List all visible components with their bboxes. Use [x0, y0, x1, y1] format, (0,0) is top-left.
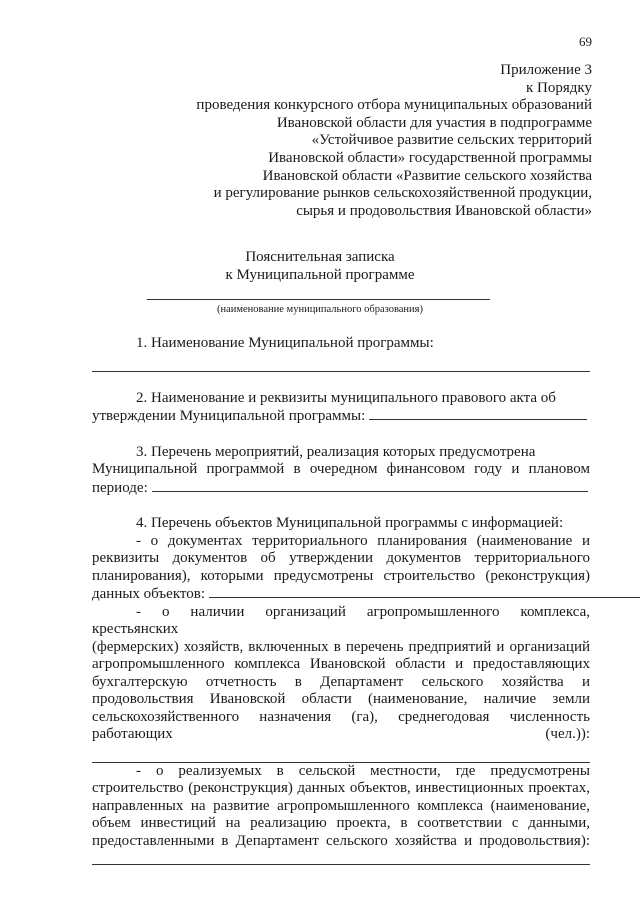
section-3-line: Муниципальной программой в очередном финансовом году и плановом	[92, 461, 590, 477]
section-1-fill-line	[92, 353, 590, 372]
section-4a-line: реквизиты документов об утверждении документов территориального	[92, 550, 590, 566]
section-4a-line: планирования), которыми предусмотрены строительство (реконструкция)	[92, 567, 590, 584]
title-line: к Муниципальной программе	[225, 267, 415, 283]
section-4b-line: - о наличии организаций агропромышленного комплекса, крестьянских	[92, 603, 590, 637]
section-4b-line	[92, 726, 590, 744]
spacer	[92, 372, 590, 390]
section-1-heading: 1. Наименование Муниципальной программы:	[136, 335, 434, 351]
page-number: 69	[579, 34, 592, 49]
section-4b-line: агропромышленного комплекса Ивановской области и предоставляющих	[92, 656, 590, 672]
appendix-line: и регулирование рынков сельскохозяйственной продукции,	[213, 185, 592, 202]
title-line: Пояснительная записка	[245, 249, 395, 265]
section-4c-line: предоставленными в Департамент сельского хозяйства и продовольствия):	[92, 832, 590, 849]
section-2-line: 2. Наименование и реквизиты муниципального правового акта об	[136, 389, 556, 406]
section-4a-line: данных объектов:	[92, 585, 590, 604]
section-4b-fill-line	[92, 744, 590, 763]
section-2-line: утверждении Муниципальной программы:	[92, 407, 590, 426]
appendix-header	[72, 62, 592, 220]
section-3-line: 3. Перечень мероприятий, реализация которых предусмотрена	[136, 443, 536, 460]
section-4b-line: бухгалтерскую отчетность в Департамент сельского хозяйства и	[92, 673, 590, 690]
section-4a-fill-line	[209, 585, 640, 598]
section-4b-line: продовольствия Ивановской области (наименование, наличие земли	[92, 691, 590, 707]
appendix-line: Ивановской области» государственной программы	[268, 149, 592, 166]
section-4c-line: направленных на развитие агропромышленного комплекса (наименование,	[92, 797, 590, 814]
section-4b-line: сельскохозяйственного назначения (га), среднегодовая численность	[92, 708, 590, 725]
appendix-line: Приложение 3	[500, 62, 592, 78]
section-4c-line: строительство (реконструкция) данных объектов, инвестиционных проектах,	[92, 780, 590, 796]
section-3-fill-line	[152, 479, 588, 492]
document-body	[92, 335, 590, 865]
spacer	[92, 497, 590, 515]
section-4b-left-text: работающих	[92, 726, 173, 742]
appendix-line: «Устойчивое развитие сельских территорий	[311, 132, 592, 149]
spacer	[92, 426, 590, 444]
section-4c-line: - о реализуемых в сельской местности, где предусмотрены	[136, 762, 590, 779]
section-2-fill-line	[369, 407, 587, 420]
section-4c-line: объем инвестиций на реализацию проекта, в соответствии с данными,	[92, 815, 590, 831]
section-4b-line: (фермерских) хозяйств, включенных в перечень предприятий и организаций	[92, 638, 590, 655]
document-title	[0, 248, 640, 284]
appendix-line: сырья и продовольствия Ивановской области»	[296, 202, 592, 219]
section-4b-right-text: (чел.)):	[545, 726, 590, 742]
section-4a-line: - о документах территориального планирования (наименование и	[136, 532, 590, 549]
municipality-fill-line	[147, 299, 490, 300]
municipality-caption: (наименование муниципального образования)	[216, 304, 424, 315]
section-3-line: периоде:	[92, 479, 590, 498]
appendix-line: Ивановской области «Развитие сельского хозяйства	[262, 167, 592, 184]
section-4c-fill-line	[92, 850, 590, 865]
appendix-line: проведения конкурсного отбора муниципальных образований	[196, 97, 592, 114]
appendix-line: к Порядку	[526, 79, 592, 96]
section-4-heading: 4. Перечень объектов Муниципальной программы с информацией:	[136, 515, 564, 531]
appendix-line: Ивановской области для участия в подпрограмме	[276, 114, 592, 131]
